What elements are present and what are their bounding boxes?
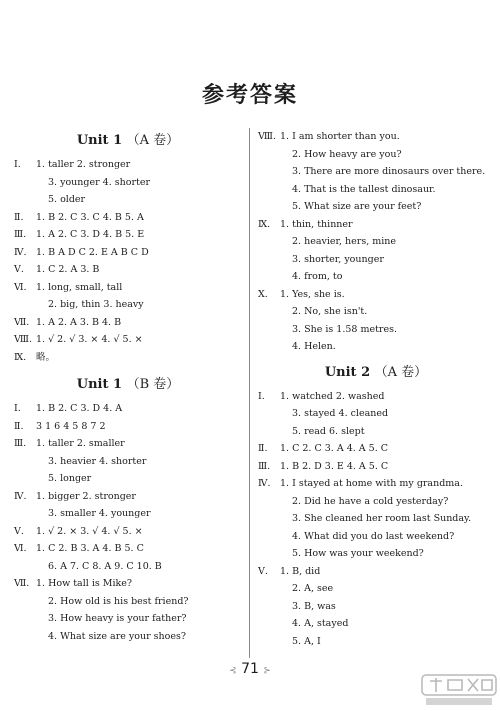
question-number: Ⅸ. <box>14 351 27 363</box>
column-divider <box>249 128 250 658</box>
answer-line <box>14 540 242 558</box>
answer-text: 1. C 2. B 3. A 4. B 5. C <box>36 543 144 554</box>
answer-line <box>258 580 494 598</box>
answer-text: 3. stayed 4. cleaned <box>292 408 389 419</box>
answer-text: 1. C 2. C 3. A 4. A 5. C <box>280 443 389 454</box>
answer-line <box>258 475 494 493</box>
answer-line <box>258 598 494 616</box>
answer-line <box>258 510 494 528</box>
page-title: 参考答案 <box>201 82 298 108</box>
answer-line <box>14 610 242 628</box>
ornament-right-icon: ⊱ <box>263 666 271 676</box>
answer-text: 2. big, thin 3. heavy <box>48 299 144 310</box>
answer-list-unit1-b <box>14 400 242 645</box>
answer-text: 4. What size are your shoes? <box>48 630 186 642</box>
answer-line <box>14 505 242 523</box>
answer-text: 1. taller 2. stronger <box>36 159 131 170</box>
answer-text: 5. read 6. slept <box>292 425 365 437</box>
answer-text: 略。 <box>36 351 56 363</box>
answer-text: 2. No, she isn't. <box>292 306 368 317</box>
answer-line <box>14 523 242 541</box>
answer-text: 2. How old is his best friend? <box>48 595 189 607</box>
page-number: 71 <box>241 661 259 677</box>
answer-text: 3. How heavy is your father? <box>48 613 187 624</box>
left-column <box>14 128 242 645</box>
answer-line <box>258 405 494 423</box>
answer-text: 1. taller 2. smaller <box>36 438 125 449</box>
answer-line <box>14 418 242 436</box>
answer-list-unit2-a <box>258 388 494 651</box>
question-number: Ⅰ. <box>258 390 265 402</box>
answer-line <box>258 233 494 251</box>
answer-text: 1. watched 2. washed <box>280 390 385 402</box>
answer-line <box>14 435 242 453</box>
answer-line <box>14 488 242 506</box>
answer-line <box>14 279 242 297</box>
answer-text: 2. How heavy are you? <box>292 148 402 160</box>
answer-line <box>14 349 242 367</box>
question-number: Ⅳ. <box>258 478 271 489</box>
answer-line <box>14 575 242 593</box>
answer-line <box>258 268 494 286</box>
question-number: Ⅴ. <box>14 264 24 275</box>
question-number: Ⅲ. <box>258 460 271 472</box>
answer-line <box>258 251 494 269</box>
answer-text: 4. Helen. <box>292 341 336 352</box>
answer-line <box>14 156 242 174</box>
answer-text: 1. A 2. A 3. B 4. B <box>36 316 122 328</box>
answer-line <box>258 163 494 181</box>
answer-text: 3. shorter, younger <box>292 253 384 265</box>
answer-text: 5. longer <box>48 473 92 484</box>
answer-line <box>14 226 242 244</box>
answer-line <box>258 286 494 304</box>
answer-text: 4. What did you do last weekend? <box>292 530 455 542</box>
answer-line <box>258 493 494 511</box>
answer-text: 2. Did he have a cold yesterday? <box>292 495 449 507</box>
answer-text: 1. √ 2. √ 3. × 4. √ 5. × <box>36 334 143 345</box>
answer-line <box>14 244 242 262</box>
answer-line <box>258 458 494 476</box>
answer-text: 5. older <box>48 194 86 205</box>
answer-line <box>258 338 494 356</box>
question-number: Ⅲ. <box>14 229 27 240</box>
question-number: Ⅶ. <box>14 316 30 328</box>
answer-text: 1. B 2. C 3. C 4. B 5. A <box>36 211 144 223</box>
answer-line <box>14 558 242 576</box>
answer-line <box>258 545 494 563</box>
question-number: Ⅴ. <box>258 565 268 577</box>
question-number: Ⅳ. <box>14 246 27 258</box>
unit-label: Unit 1 <box>76 133 123 148</box>
question-number: Ⅷ. <box>258 131 276 142</box>
paper-variant: （A 卷） <box>374 364 428 380</box>
question-number: Ⅰ. <box>14 159 21 170</box>
answer-text: 5. A, I <box>292 635 321 647</box>
answer-line <box>258 216 494 234</box>
answer-text: 4. from, to <box>292 271 343 282</box>
answer-line <box>258 321 494 339</box>
answer-line <box>14 174 242 192</box>
answer-text: 1. Yes, she is. <box>280 288 345 300</box>
answer-text: 1. √ 2. × 3. √ 4. √ 5. × <box>36 525 143 537</box>
answer-text: 3 1 6 4 5 8 7 2 <box>36 420 106 432</box>
answer-text: 6. A 7. C 8. A 9. C 10. B <box>48 560 162 572</box>
answer-text: 1. B 2. D 3. E 4. A 5. C <box>280 460 389 472</box>
answer-text: 5. What size are your feet? <box>292 201 422 212</box>
unit-label: Unit 1 <box>76 377 123 392</box>
answer-line <box>14 261 242 279</box>
answer-text: 3. She is 1.58 metres. <box>292 323 397 335</box>
answer-line <box>258 303 494 321</box>
answer-line <box>14 331 242 349</box>
answer-text: 5. How was your weekend? <box>292 548 424 559</box>
question-number: Ⅵ. <box>14 281 27 293</box>
paper-variant: （B 卷） <box>126 377 180 392</box>
section-heading-unit1-a <box>14 130 242 152</box>
question-number: Ⅱ. <box>258 443 268 454</box>
answer-text: 3. heavier 4. shorter <box>48 455 147 467</box>
answer-text: 1. bigger 2. stronger <box>36 490 136 502</box>
answer-line <box>258 423 494 441</box>
answer-text: 1. long, small, tall <box>36 281 123 293</box>
answer-text: 4. A, stayed <box>292 618 349 629</box>
section-heading-unit2-a <box>258 362 494 384</box>
answer-list-unit1-continued <box>258 128 494 356</box>
answer-line <box>14 191 242 209</box>
answer-text: 3. younger 4. shorter <box>48 176 150 188</box>
question-number: Ⅴ. <box>14 525 24 537</box>
paper-variant: （A 卷） <box>126 133 180 148</box>
question-number: Ⅱ. <box>14 211 24 223</box>
question-number: Ⅱ. <box>14 420 24 432</box>
question-number: Ⅵ. <box>14 543 27 554</box>
question-number: Ⅲ. <box>14 438 27 449</box>
answer-text: 1. B, did <box>280 565 321 577</box>
answer-line <box>14 296 242 314</box>
watermark-logo-icon <box>420 672 498 708</box>
answer-line <box>258 388 494 406</box>
right-column <box>258 128 494 650</box>
question-number: Ⅷ. <box>14 334 32 345</box>
answer-text: 1. B A D C 2. E A B C D <box>36 246 149 258</box>
unit-label: Unit 2 <box>324 364 371 380</box>
answer-line <box>258 615 494 633</box>
answer-line <box>258 528 494 546</box>
answer-line <box>258 198 494 216</box>
question-number: Ⅳ. <box>14 490 27 502</box>
answer-text: 1. I am shorter than you. <box>280 131 400 142</box>
answer-text: 1. C 2. A 3. B <box>36 264 100 275</box>
answer-line <box>258 440 494 458</box>
answer-line <box>14 314 242 332</box>
answer-line <box>14 400 242 418</box>
answer-line <box>14 628 242 646</box>
answer-text: 1. thin, thinner <box>280 218 353 230</box>
answer-list-unit1-a <box>14 156 242 366</box>
ornament-left-icon: ⊰ <box>229 666 237 676</box>
answer-line <box>14 593 242 611</box>
answer-text: 3. There are more dinosaurs over there. <box>292 166 486 177</box>
question-number: Ⅹ. <box>258 288 268 300</box>
answer-line <box>14 453 242 471</box>
answer-text: 3. smaller 4. younger <box>48 508 151 519</box>
answer-line <box>14 470 242 488</box>
question-number: Ⅰ. <box>14 403 21 414</box>
answer-line <box>14 209 242 227</box>
answer-line <box>258 563 494 581</box>
answer-text: 2. heavier, hers, mine <box>292 236 397 247</box>
answer-line <box>258 128 494 146</box>
answer-line <box>258 181 494 199</box>
answer-text: 4. That is the tallest dinosaur. <box>292 183 436 195</box>
answer-text: 1. I stayed at home with my grandma. <box>280 478 463 489</box>
answer-text: 1. How tall is Mike? <box>36 578 132 589</box>
answer-text: 1. B 2. C 3. D 4. A <box>36 403 123 414</box>
answer-line <box>258 633 494 651</box>
answer-text: 3. She cleaned her room last Sunday. <box>292 513 472 524</box>
answer-line <box>258 146 494 164</box>
question-number: Ⅶ. <box>14 578 30 589</box>
answer-text: 2. A, see <box>292 583 334 594</box>
answer-text: 1. A 2. C 3. D 4. B 5. E <box>36 229 145 240</box>
answer-text: 3. B, was <box>292 600 336 612</box>
section-heading-unit1-b <box>14 374 242 396</box>
question-number: Ⅸ. <box>258 218 271 230</box>
